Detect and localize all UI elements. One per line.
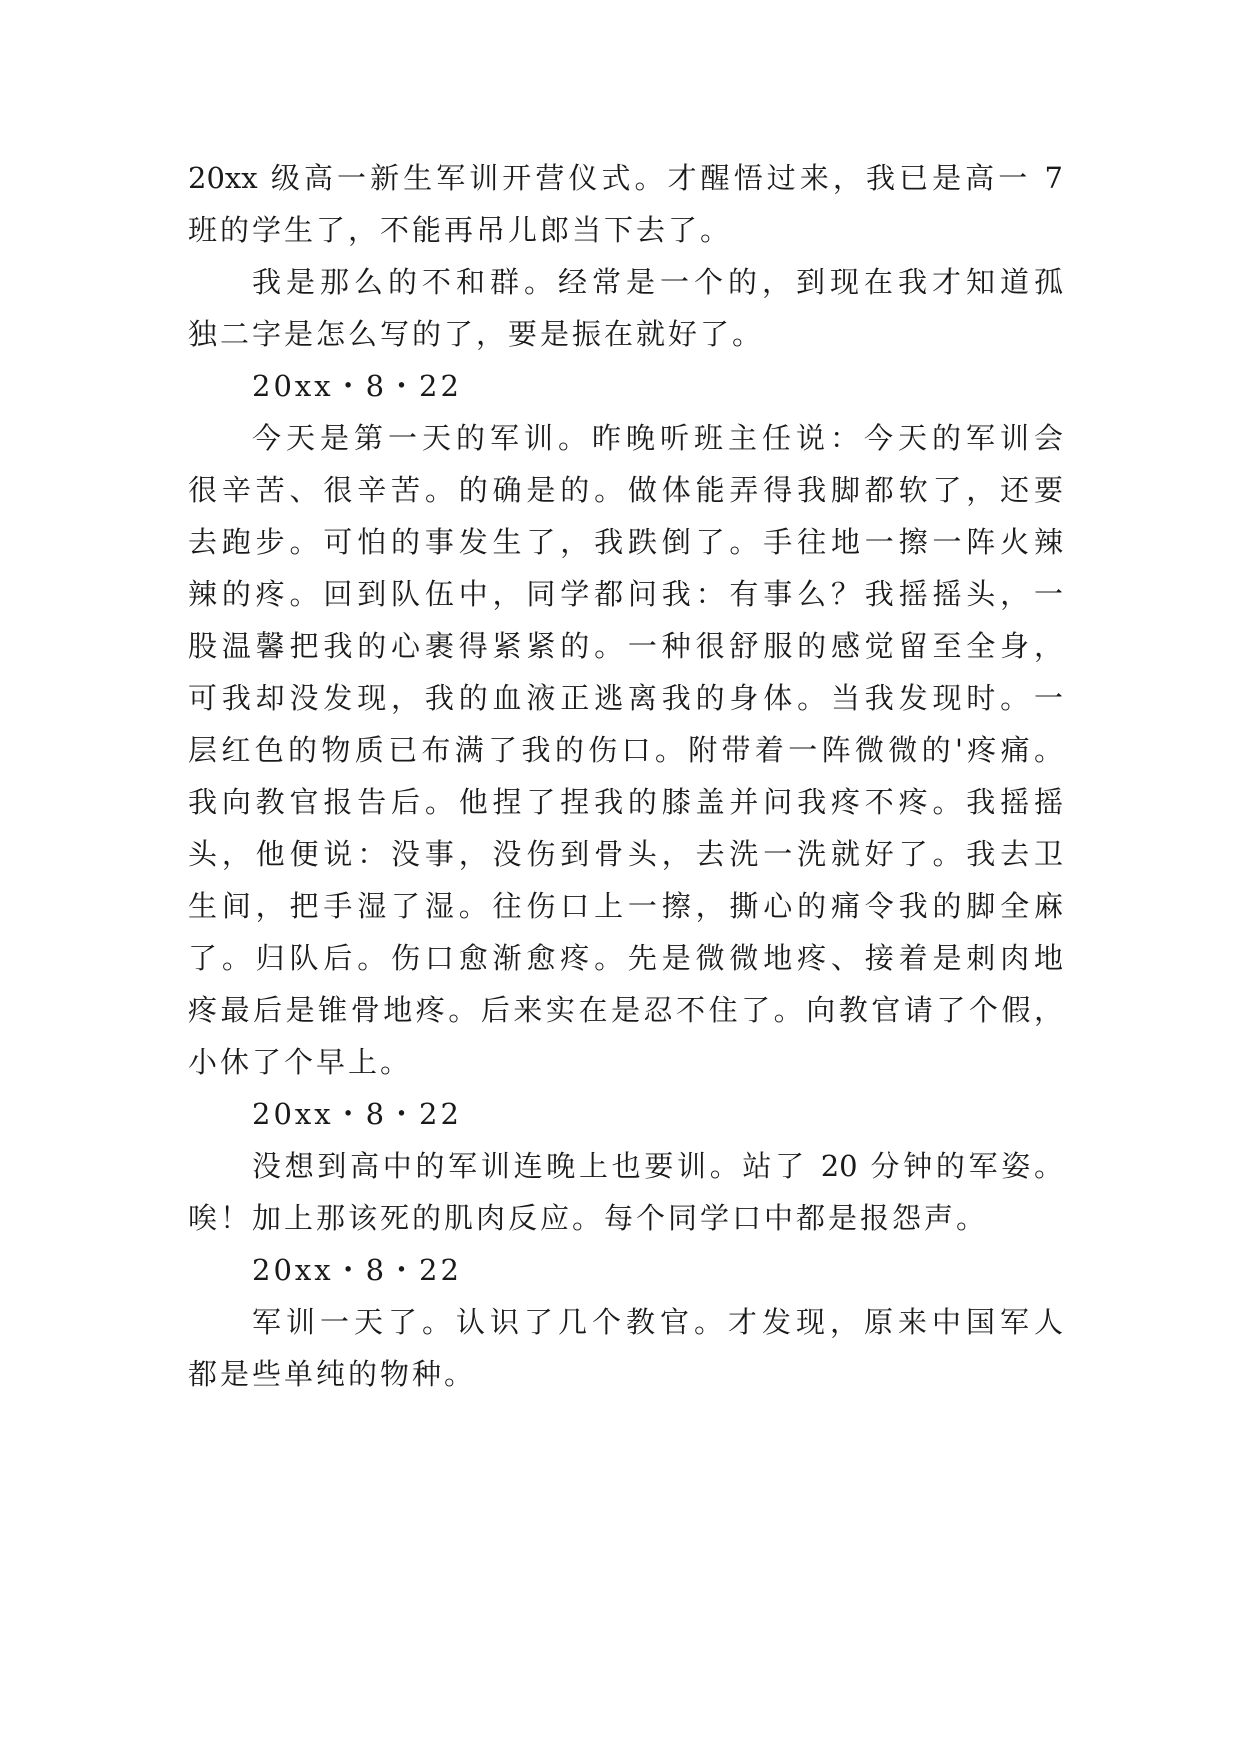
text-line: 班的学生了，不能再吊儿郎当下去了。 xyxy=(188,213,733,247)
text-line: 头，他便说：没事，没伤到骨头，去洗一洗就好了。我去卫 xyxy=(188,837,1063,871)
date-heading: 20xx・8・22 xyxy=(252,1253,462,1287)
text-line: 了。归队后。伤口愈渐愈疼。先是微微地疼、接着是刺肉地 xyxy=(188,941,1063,975)
text-line: 层红色的物质已布满了我的伤口。附带着一阵微微的'疼痛。 xyxy=(188,733,1063,767)
text-line: 辣的疼。回到队伍中，同学都问我：有事么？我摇摇头，一 xyxy=(188,577,1063,611)
text-line: 疼最后是锥骨地疼。后来实在是忍不住了。向教官请了个假， xyxy=(188,993,1063,1027)
text-line: 小休了个早上。 xyxy=(188,1045,413,1079)
text-line: 股温馨把我的心裹得紧紧的。一种很舒服的感觉留至全身， xyxy=(188,629,1063,663)
text-line: 都是些单纯的物种。 xyxy=(188,1357,477,1391)
text-line: 军训一天了。认识了几个教官。才发现，原来中国军人 xyxy=(252,1305,1063,1339)
text-line: 可我却没发现，我的血液正逃离我的身体。当我发现时。一 xyxy=(188,681,1063,715)
text-line: 独二字是怎么写的了，要是振在就好了。 xyxy=(188,317,765,351)
text-line: 今天是第一天的军训。昨晚听班主任说：今天的军训会 xyxy=(252,421,1063,455)
text-line: 20xx 级高一新生军训开营仪式。才醒悟过来，我已是高一 7 xyxy=(188,161,1063,195)
text-line: 我向教官报告后。他捏了捏我的膝盖并问我疼不疼。我摇摇 xyxy=(188,785,1063,819)
date-heading: 20xx・8・22 xyxy=(252,369,462,403)
text-line: 没想到高中的军训连晚上也要训。站了 20 分钟的军姿。 xyxy=(252,1149,1063,1183)
text-line: 唉！加上那该死的肌肉反应。每个同学口中都是报怨声。 xyxy=(188,1201,989,1235)
text-line: 我是那么的不和群。经常是一个的，到现在我才知道孤 xyxy=(252,265,1063,299)
text-line: 生间，把手湿了湿。往伤口上一擦，撕心的痛令我的脚全麻 xyxy=(188,889,1063,923)
text-line: 去跑步。可怕的事发生了，我跌倒了。手往地一擦一阵火辣 xyxy=(188,525,1063,559)
text-line: 很辛苦、很辛苦。的确是的。做体能弄得我脚都软了，还要 xyxy=(188,473,1063,507)
date-heading: 20xx・8・22 xyxy=(252,1097,462,1131)
